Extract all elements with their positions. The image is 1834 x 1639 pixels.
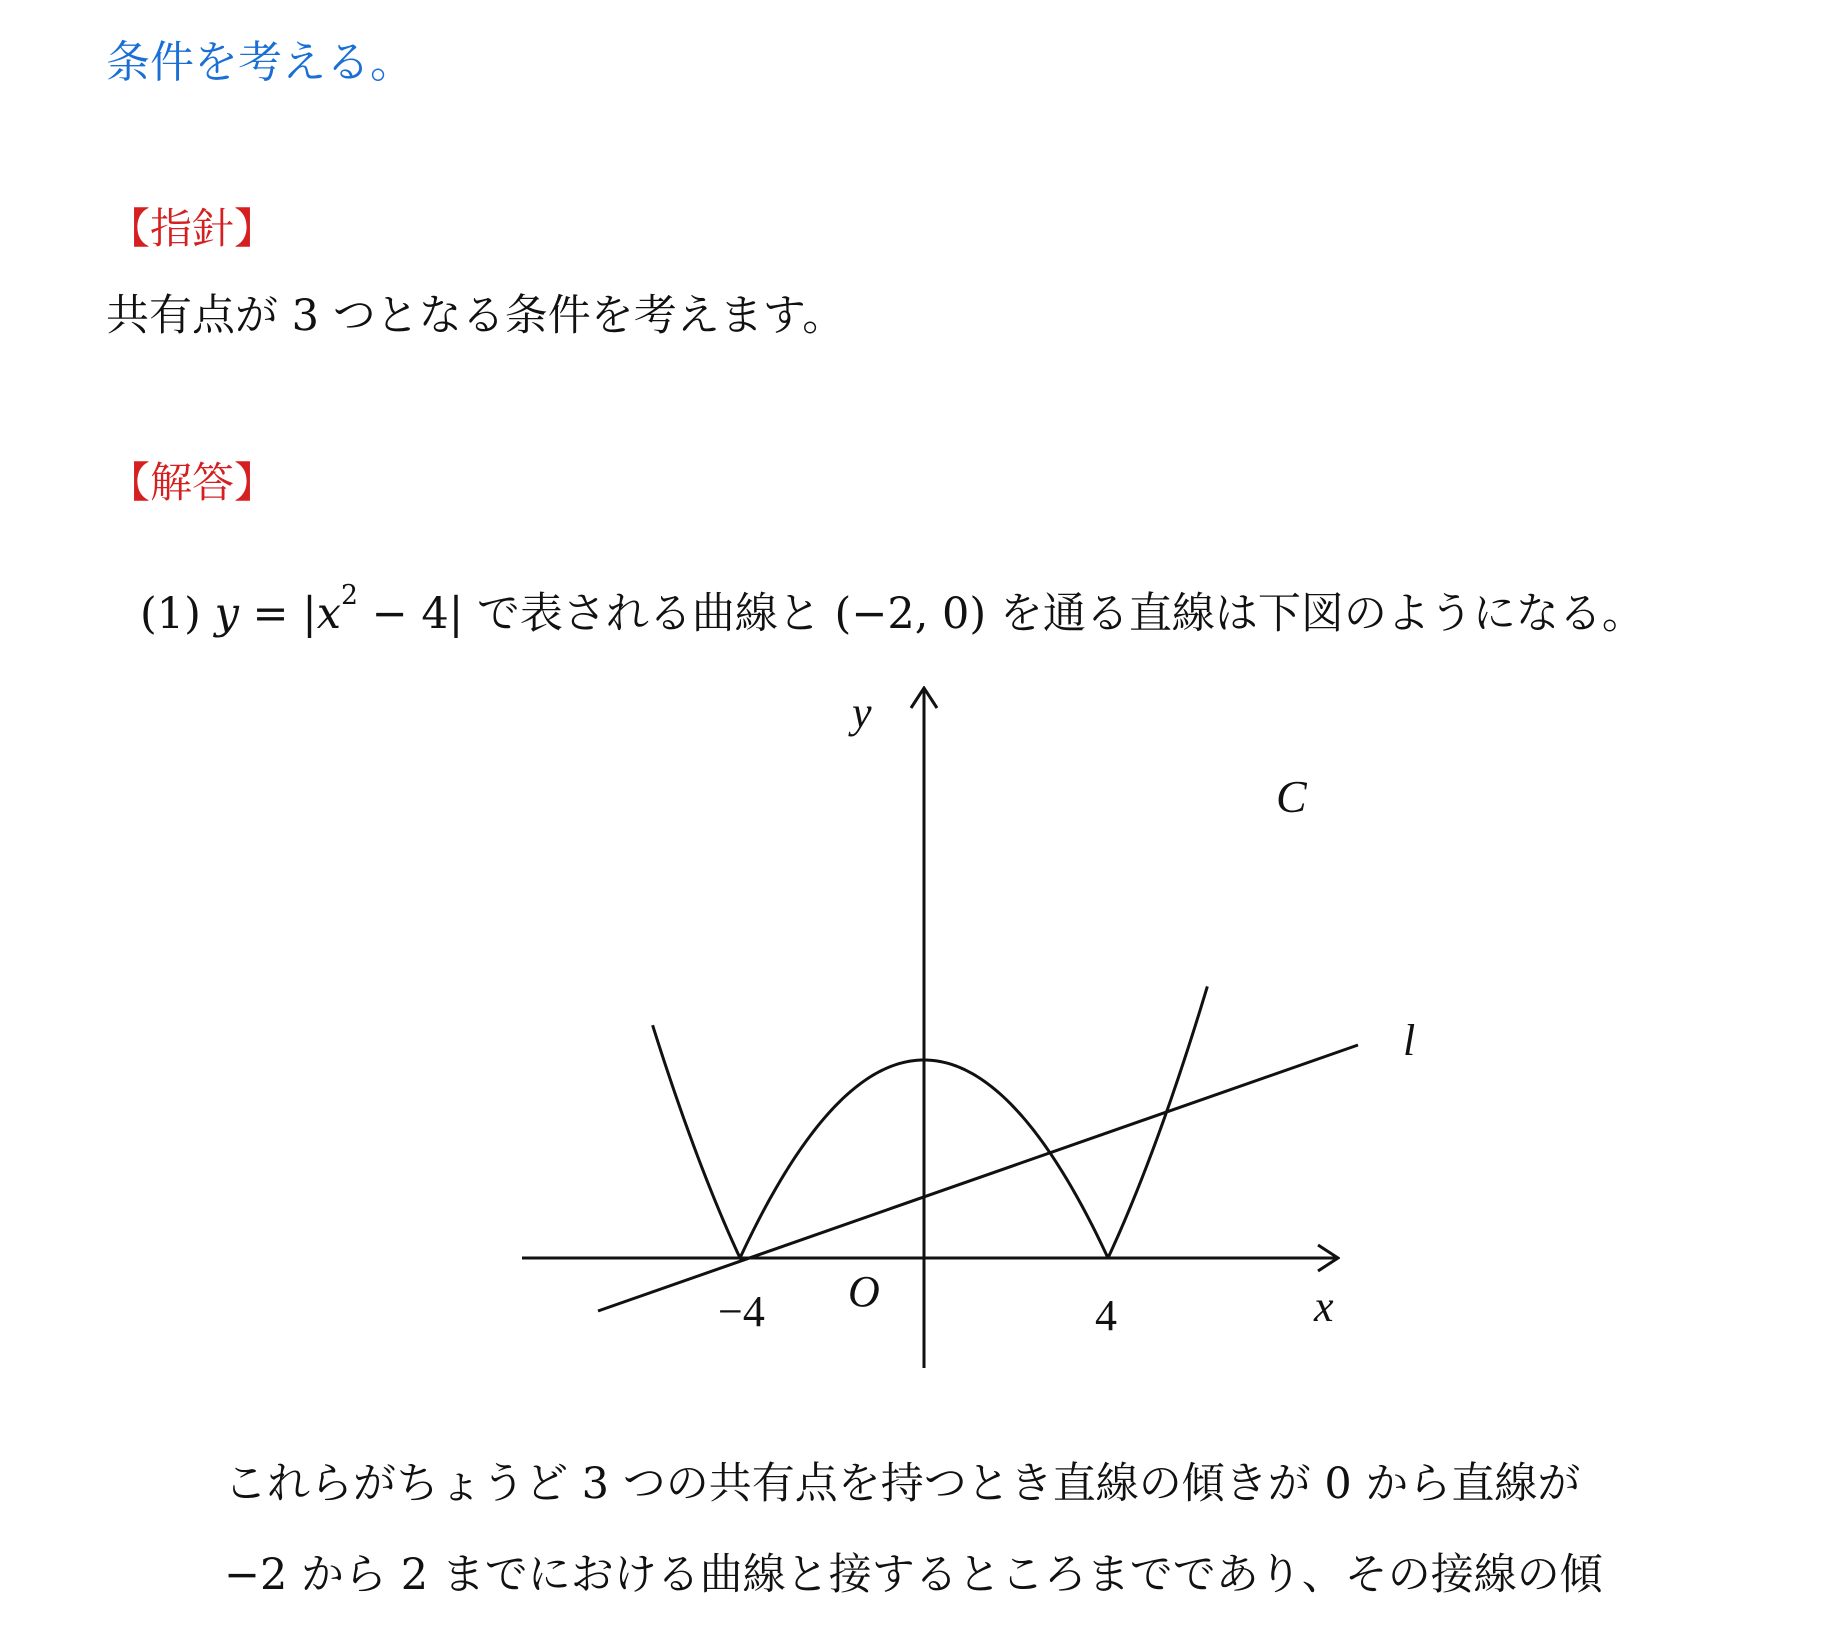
x-axis-label: x	[1314, 1282, 1334, 1331]
p2-text-a: これらがちょうど	[224, 1459, 582, 1509]
eq-eq: = |	[238, 589, 317, 639]
point-coords: (−2, 0)	[834, 589, 987, 639]
tick-label-pos: 4	[1095, 1291, 1117, 1340]
eq-rest: − 4|	[357, 589, 464, 639]
line-l	[598, 1045, 1358, 1311]
p3-number-2: 2	[400, 1550, 429, 1600]
problem-label: (1)	[140, 589, 201, 639]
p2-number-3: 3	[581, 1459, 610, 1509]
tick-label-neg: −4	[718, 1287, 765, 1336]
origin-label: O	[848, 1267, 880, 1316]
p2-number-0: 0	[1324, 1459, 1352, 1509]
y-axis-label: y	[852, 688, 872, 737]
hint-heading: 【指針】	[108, 204, 277, 253]
hint-text-after: つとなる条件を考えます。	[319, 291, 846, 341]
p3-text-a: から	[287, 1550, 401, 1600]
p3-text-b: までにおける曲線と接するところまでであり、その接線の傾	[428, 1550, 1603, 1600]
line-label: l	[1403, 1016, 1416, 1065]
answer-paragraph-2	[224, 1450, 1580, 1511]
answer-heading: 【解答】	[108, 458, 277, 507]
curve-c	[653, 986, 1208, 1257]
eq-x: x	[316, 589, 342, 639]
p1-text-1: で表される曲線と	[463, 589, 835, 639]
p2-text-b: つの共有点を持つとき直線の傾きが	[609, 1459, 1325, 1509]
p2-text-c: から直線が	[1351, 1459, 1581, 1509]
p1-text-2: を通る直線は下図のようになる。	[986, 589, 1645, 639]
curve-label: C	[1276, 771, 1307, 822]
hint-number: 3	[291, 291, 320, 341]
p3-number-minus2: −2	[224, 1550, 288, 1600]
eq-lhs: y	[214, 589, 239, 639]
hint-text-before: 共有点が	[106, 291, 292, 341]
answer-paragraph-3	[224, 1541, 1603, 1602]
top-note: 条件を考える。	[106, 37, 414, 88]
eq-exp: 2	[341, 580, 358, 612]
